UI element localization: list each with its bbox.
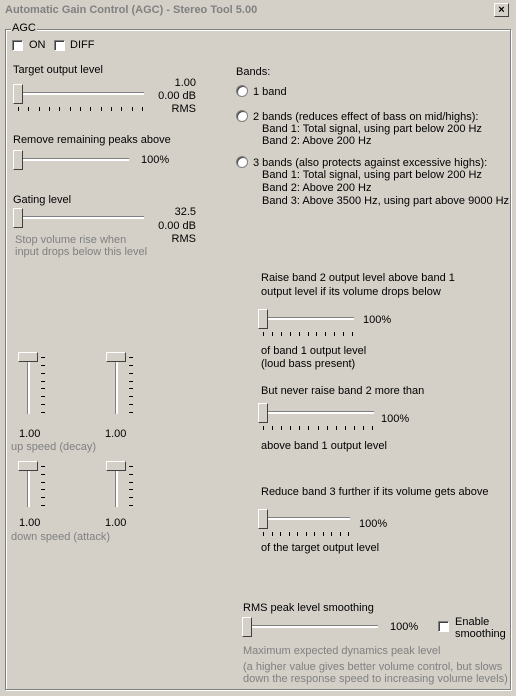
slider-tick xyxy=(327,426,328,430)
slider-tick xyxy=(111,107,112,111)
rms-value: 100% xyxy=(390,621,419,633)
slider-tick xyxy=(41,505,45,506)
slider-tick xyxy=(129,412,133,413)
reduce-below: of the target output level xyxy=(261,542,380,554)
slider-tick xyxy=(363,426,364,430)
reduce-value: 100% xyxy=(359,518,388,530)
agc-legend: AGC xyxy=(12,22,36,34)
enable-smoothing-label1: Enable xyxy=(455,616,490,628)
slider-thumb[interactable] xyxy=(106,461,126,471)
slider-tick xyxy=(39,107,40,111)
slider-tick xyxy=(345,426,346,430)
peaks-label: Remove remaining peaks above xyxy=(13,134,171,146)
slider-tick xyxy=(129,497,133,498)
slider-tick xyxy=(281,332,282,336)
slider-tick xyxy=(49,107,50,111)
slider-tick xyxy=(348,532,349,536)
slider-tick xyxy=(41,474,45,475)
slider-thumb[interactable] xyxy=(13,84,23,104)
slider-tick xyxy=(340,532,341,536)
slider-tick xyxy=(308,426,309,430)
slider-tick xyxy=(41,497,45,498)
slider-tick xyxy=(281,426,282,430)
slider-tick xyxy=(129,474,133,475)
slider-tick xyxy=(41,396,45,397)
slider-tick xyxy=(272,426,273,430)
down-speed-value2: 1.00 xyxy=(105,517,127,529)
slider-tick xyxy=(290,426,291,430)
radio-1-band-label: 1 band xyxy=(253,86,287,98)
radio-2-bands[interactable] xyxy=(236,110,248,122)
slider-tick xyxy=(80,107,81,111)
slider-ticks xyxy=(18,107,143,111)
diff-label: DIFF xyxy=(70,39,95,51)
slider-tick xyxy=(132,107,133,111)
slider-thumb[interactable] xyxy=(106,352,126,362)
slider-tick xyxy=(272,332,273,336)
slider-ticks xyxy=(263,332,353,336)
slider-track xyxy=(262,317,354,320)
slider-tick xyxy=(289,532,290,536)
slider-tick xyxy=(263,332,264,336)
slider-ticks xyxy=(41,466,45,506)
raise-value: 100% xyxy=(363,314,392,326)
slider-tick xyxy=(306,532,307,536)
slider-track xyxy=(246,625,378,628)
slider-tick xyxy=(41,357,45,358)
slider-tick xyxy=(325,332,326,336)
radio-3-bands[interactable] xyxy=(236,156,248,168)
up-speed-value1: 1.00 xyxy=(19,428,41,440)
slider-tick xyxy=(129,373,133,374)
slider-tick xyxy=(129,404,133,405)
slider-tick xyxy=(101,107,102,111)
target-label: Target output level xyxy=(13,64,103,76)
slider-tick xyxy=(354,426,355,430)
slider-tick xyxy=(280,532,281,536)
slider-track xyxy=(27,465,30,507)
slider-tick xyxy=(41,404,45,405)
slider-tick xyxy=(352,332,353,336)
never-label: But never raise band 2 more than xyxy=(261,385,425,397)
slider-track xyxy=(17,92,144,95)
slider-tick xyxy=(372,426,373,430)
slider-tick xyxy=(41,466,45,467)
rms-note1: Maximum expected dynamics peak level xyxy=(243,645,441,657)
target-value2: 0.00 dB xyxy=(158,90,196,102)
slider-thumb[interactable] xyxy=(258,309,268,329)
slider-tick xyxy=(323,532,324,536)
slider-thumb[interactable] xyxy=(18,352,38,362)
rms-label: RMS peak level smoothing xyxy=(243,602,374,614)
slider-ticks xyxy=(129,466,133,506)
slider-tick xyxy=(129,505,133,506)
slider-tick xyxy=(129,381,133,382)
never-slider[interactable] xyxy=(258,403,378,431)
slider-tick xyxy=(290,332,291,336)
radio-1-band[interactable] xyxy=(236,85,248,97)
on-label: ON xyxy=(29,39,46,51)
slider-tick xyxy=(90,107,91,111)
slider-tick xyxy=(41,373,45,374)
reduce-slider[interactable] xyxy=(258,509,354,537)
never-value: 100% xyxy=(381,413,410,425)
gating-value3: RMS xyxy=(171,233,196,245)
radio-2-bands-line2: Band 2: Above 200 Hz xyxy=(262,135,372,147)
window-title: Automatic Gain Control (AGC) - Stereo Tool 5.00 xyxy=(5,4,258,16)
slider-tick xyxy=(316,332,317,336)
slider-tick xyxy=(59,107,60,111)
up-speed-slider-1[interactable] xyxy=(16,352,46,418)
gating-value2: 0.00 dB xyxy=(158,220,196,232)
gating-label: Gating level xyxy=(13,194,72,206)
title-bar xyxy=(0,0,516,22)
slider-track xyxy=(17,216,144,219)
slider-tick xyxy=(41,365,45,366)
down-speed-label: down speed (attack) xyxy=(11,531,111,543)
reduce-label: Reduce band 3 further if its volume gets above xyxy=(261,486,489,498)
slider-thumb[interactable] xyxy=(13,150,23,170)
slider-tick xyxy=(41,381,45,382)
slider-tick xyxy=(129,489,133,490)
diff-checkbox[interactable] xyxy=(54,40,65,51)
slider-tick xyxy=(121,107,122,111)
target-value1: 1.00 xyxy=(174,77,196,89)
slider-tick xyxy=(129,388,133,389)
target-slider[interactable] xyxy=(13,84,148,112)
radio-3-bands-label: 3 bands (also protects against excessive highs): xyxy=(253,157,488,169)
raise-label-line2: output level if its volume drops below xyxy=(261,286,441,298)
radio-3-bands-line1: Band 1: Total signal, using part below 200 Hz xyxy=(262,169,482,181)
slider-ticks xyxy=(263,532,349,536)
slider-track xyxy=(262,411,374,414)
slider-tick xyxy=(299,426,300,430)
gating-value1: 32.5 xyxy=(174,206,196,218)
slider-thumb[interactable] xyxy=(18,461,38,471)
slider-tick xyxy=(308,332,309,336)
slider-tick xyxy=(142,107,143,111)
slider-tick xyxy=(41,412,45,413)
slider-tick xyxy=(129,396,133,397)
radio-3-bands-line3: Band 3: Above 3500 Hz, using part above 9000 Hz xyxy=(262,195,510,207)
on-checkbox[interactable] xyxy=(12,40,23,51)
raise-below1: of band 1 output level xyxy=(261,345,367,357)
slider-thumb[interactable] xyxy=(258,403,268,423)
slider-tick xyxy=(299,332,300,336)
slider-tick xyxy=(314,532,315,536)
down-speed-slider-1[interactable] xyxy=(16,461,46,509)
slider-tick xyxy=(28,107,29,111)
up-speed-slider-2[interactable] xyxy=(104,352,134,418)
slider-tick xyxy=(343,332,344,336)
down-speed-slider-2[interactable] xyxy=(104,461,134,509)
slider-tick xyxy=(18,107,19,111)
enable-smoothing-label2: smoothing xyxy=(455,628,506,640)
rms-note3: down the response speed to increasing volume levels) xyxy=(243,673,508,685)
enable-smoothing-checkbox[interactable] xyxy=(438,621,449,632)
slider-tick xyxy=(272,532,273,536)
raise-below2: (loud bass present) xyxy=(261,358,356,370)
radio-2-bands-line1: Band 1: Total signal, using part below 200 Hz xyxy=(262,123,482,135)
slider-tick xyxy=(263,532,264,536)
close-button[interactable] xyxy=(494,3,509,17)
gating-note1: Stop volume rise when xyxy=(15,234,127,246)
radio-2-bands-label: 2 bands (reduces effect of bass on mid/highs): xyxy=(253,111,479,123)
slider-track xyxy=(115,356,118,414)
slider-tick xyxy=(297,532,298,536)
slider-track xyxy=(115,465,118,507)
slider-tick xyxy=(336,426,337,430)
gating-slider[interactable] xyxy=(13,208,148,232)
raise-slider[interactable] xyxy=(258,309,358,337)
close-icon: × xyxy=(498,4,505,16)
slider-tick xyxy=(41,489,45,490)
slider-tick xyxy=(331,532,332,536)
slider-tick xyxy=(129,482,133,483)
up-speed-label: up speed (decay) xyxy=(11,441,96,453)
up-speed-value2: 1.00 xyxy=(105,428,127,440)
down-speed-value1: 1.00 xyxy=(19,517,41,529)
slider-tick xyxy=(41,388,45,389)
slider-thumb[interactable] xyxy=(258,509,268,529)
slider-tick xyxy=(129,365,133,366)
slider-tick xyxy=(129,466,133,467)
slider-tick xyxy=(41,482,45,483)
peaks-slider[interactable] xyxy=(13,150,133,174)
radio-3-bands-line2: Band 2: Above 200 Hz xyxy=(262,182,372,194)
raise-label-line1: Raise band 2 output level above band 1 xyxy=(261,272,455,284)
slider-tick xyxy=(70,107,71,111)
gating-note2: input drops below this level xyxy=(15,246,148,258)
rms-slider[interactable] xyxy=(242,617,382,641)
slider-thumb[interactable] xyxy=(13,208,23,228)
slider-tick xyxy=(334,332,335,336)
slider-tick xyxy=(129,357,133,358)
never-below: above band 1 output level xyxy=(261,440,387,452)
slider-ticks xyxy=(41,357,45,413)
target-value3: RMS xyxy=(171,103,196,115)
slider-track xyxy=(27,356,30,414)
slider-tick xyxy=(263,426,264,430)
slider-track xyxy=(17,158,129,161)
slider-tick xyxy=(318,426,319,430)
peaks-value: 100% xyxy=(141,154,170,166)
slider-ticks xyxy=(129,357,133,413)
rms-note2: (a higher value gives better volume control, but slows xyxy=(243,661,503,673)
slider-track xyxy=(262,517,350,520)
bands-label: Bands: xyxy=(236,66,271,78)
slider-thumb[interactable] xyxy=(242,617,252,637)
slider-ticks xyxy=(263,426,373,430)
